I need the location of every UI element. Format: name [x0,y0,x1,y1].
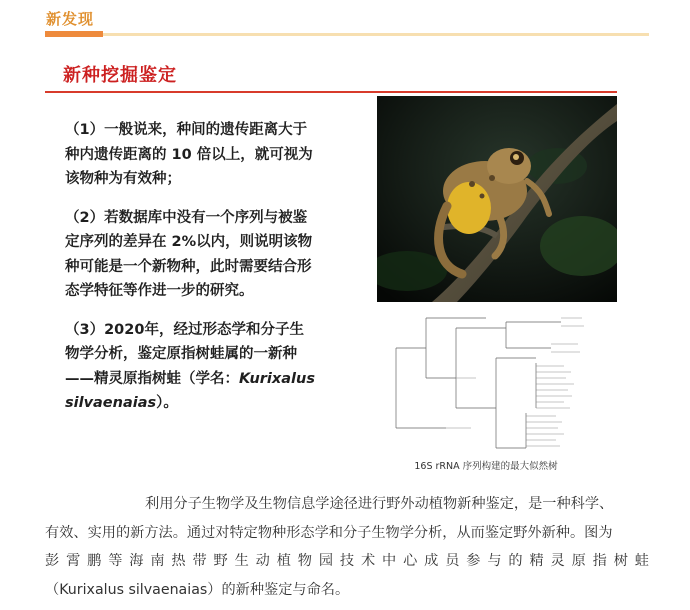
criteria-list [65,118,317,430]
body-line-2: 有效、实用的新方法。通过对特定物种形态学和分子生物学分析，从而鉴定野外新种。图为 [45,524,613,541]
criterion-3 [65,318,317,416]
criterion-3-end: ）。 [156,395,178,411]
scientific-name: Kurixalus silvaenaias [65,370,315,411]
body-line-4: （Kurixalus silvaenaias）的新种鉴定与命名。 [45,581,350,598]
section-tag: 新发现 [46,10,95,28]
body-line-3: 彭 霄 鹏 等 海 南 热 带 野 生 动 植 物 园 技 术 中 心 成 员 参 与 的 精 灵 原 指 树 蛙 [45,553,649,569]
section-tag-underline [45,31,103,37]
tree-caption: 16S rRNA 序列构建的最大似然树 [414,461,558,472]
body-line-1: 利用分子生物学及生物信息学途径进行野外动植物新种鉴定，是一种科学、 [145,496,614,512]
title-rule [45,91,617,93]
section-divider [103,33,649,36]
criterion-1: （1）一般说来，种间的遗传距离大于种内遗传距离的 10 倍以上，就可视为该物种为有效种； [65,122,313,187]
criterion-3-text: （3）2020年，经过形态学和分子生物学分析，鉴定原指树蛙属的一新种——精灵原指树蛙（学名： [65,321,304,387]
article-body [45,490,649,604]
phylogenetic-tree [386,308,586,456]
criterion-2: （2）若数据库中没有一个序列与被鉴定序列的差异在 2%以内，则说明该物种可能是一个新物种，此时需要结合形态学特征等作进一步的研究。 [65,209,313,299]
tree-frog-photo [377,96,617,302]
page-title: 新种挖掘鉴定 [63,65,177,86]
